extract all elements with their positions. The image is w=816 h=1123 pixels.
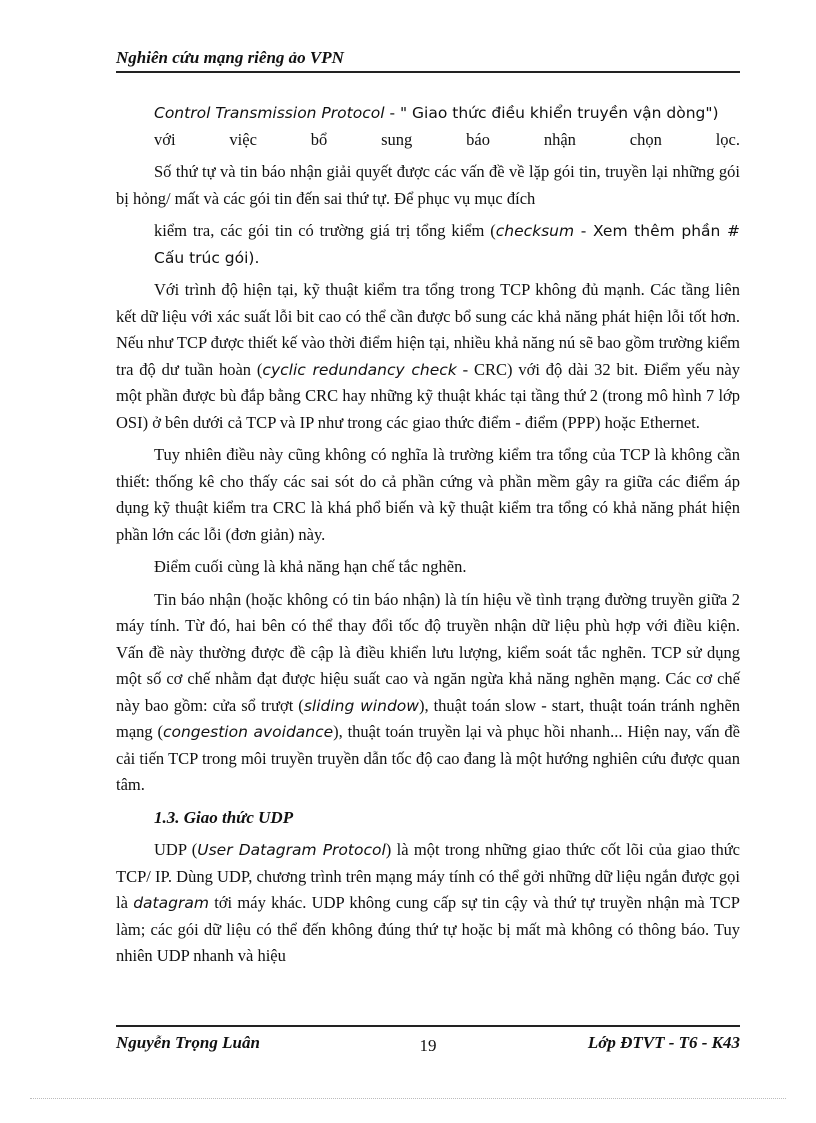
paragraph-3 [116,218,740,271]
paragraph-8 [116,837,740,970]
paragraph-1 [116,100,740,127]
paragraph-7-text-a: Tin báo nhận (hoặc không có tin báo nhận) là tín hiệu về tình trạng đường truyền giữa 2 máy tính. Từ đó, hai bên có thể thay đổi tốc độ truyền nhận dữ liệu phù hợp với điều kiện. Vấn đề này thường được đề cập là điều khiển lưu lượng, kiểm soát tắc nghẽn. TCP sử dụng một số cơ chế nhằm đạt được hiệu suất cao và ngăn ngừa khả năng nghẽn mạng. Các cơ chế này bao gồm: cửa sổ trượt ( [116,589,740,715]
paragraph-7-text-c: ), thuật toán truyền lại và phục hồi nhanh... Hiện nay, vấn đề cải tiến TCP trong môi truyền truyền dẫn tốc độ cao đang là một hướng nghiên cứu được quan tâm. [116,722,740,794]
paragraph-4-text-b: - CRC) với độ dài 32 bit. Điểm yếu này một phần được bù đắp bằng CRC hay những kỹ thuật khác tại tầng thứ 2 (trong mô hình 7 lớp OSI) ở bên dưới cả TCP và IP như trong các giao thức điểm - điểm (PPP) hoặc Ethernet. [116,359,740,432]
term-checksum: checksum [495,222,575,240]
section-heading: 1.3. Giao thức UDP [154,807,294,827]
page-bottom-divider [30,1098,786,1099]
paragraph-8-text-c: tới máy khác. UDP không cung cấp sự tin cậy và thứ tự truyền nhận mà TCP làm; các gói dữ liệu có thể đến không đúng thứ tự hoặc bị mất mà không có thông báo. Tuy nhiên UDP nhanh và hiệu [116,893,740,965]
term-user-datagram-protocol: User Datagram Protocol [197,841,386,859]
term-datagram: datagram [133,894,209,912]
paragraph-5: Tuy nhiên điều này cũng không có nghĩa là trường kiểm tra tổng của TCP là không cần thiết: thống kê cho thấy các sai sót do cả phần cứng và phần mềm gây ra giữa các điểm áp dụng kỹ thuật kiểm tra CRC là khá phổ biến và kỹ thuật kiểm tra tổng có khả năng phát hiện phần lớn các lỗi (đơn giản) này. [116,445,740,544]
paragraph-1-text: - " Giao thức điều khiển truyền vận dòng") [384,104,719,122]
page-number: 19 [419,1036,437,1055]
paragraph-4-text-a: Với trình độ hiện tại, kỹ thuật kiểm tra tổng trong TCP không đủ mạnh. Các tầng liên kết dữ liệu với xác suất lỗi bit cao có thể cần được bổ sung các khả năng phát hiện lỗi tốt hơn. Nếu như TCP được thiết kế vào thời điểm hiện tại, nhiều khả năng nú sẽ bao gồm trường kiểm tra độ dư tuần hoàn ( [116,280,740,379]
paragraph-3-text-b: - Xem thêm phần # Cấu trúc gói). [154,222,740,267]
paragraph-7-text-b: ), thuật toán slow - start, thuật toán tránh nghẽn mạng ( [116,695,741,741]
term-cyclic-redundancy-check: cyclic redundancy check [262,360,457,379]
page-body [116,100,740,976]
term-congestion-avoidance: congestion avoidance [162,723,334,741]
paragraph-6: Điểm cuối cùng là khả năng hạn chế tắc nghẽn. [154,557,467,576]
paragraph-3-text-a: kiểm tra, các gói tin có trường giá trị tổng kiểm ( [154,221,496,240]
footer-author: Nguyễn Trọng Luân [116,1033,260,1052]
paragraph-8-text-a: UDP ( [154,840,198,859]
paragraph-7 [116,587,740,799]
page-footer [116,1025,740,1061]
term-control-transmission-protocol: Control Transmission Protocol [154,104,385,122]
paragraph-8-text-b: ) là một trong những giao thức cốt lõi của giao thức TCP/ IP. Dùng UDP, chương trình trên mạng máy tính có thể gởi những dữ liệu ngắn được gọi là [116,840,740,912]
paragraph-4 [116,277,740,436]
paragraph-2: Số thứ tự và tin báo nhận giải quyết được các vấn đề về lặp gói tin, truyền lại những gói bị hỏng/ mất và các gói tin đến sai thứ tự. Để phục vụ mục đích [116,162,740,208]
page-header-title: Nghiên cứu mạng riêng ảo VPN [116,48,740,73]
term-sliding-window: sliding window [303,696,419,715]
footer-class: Lớp ĐTVT - T6 - K43 [587,1033,740,1052]
paragraph-1-line-2: với việc bổ sung báo nhận chọn lọc. [154,129,740,149]
